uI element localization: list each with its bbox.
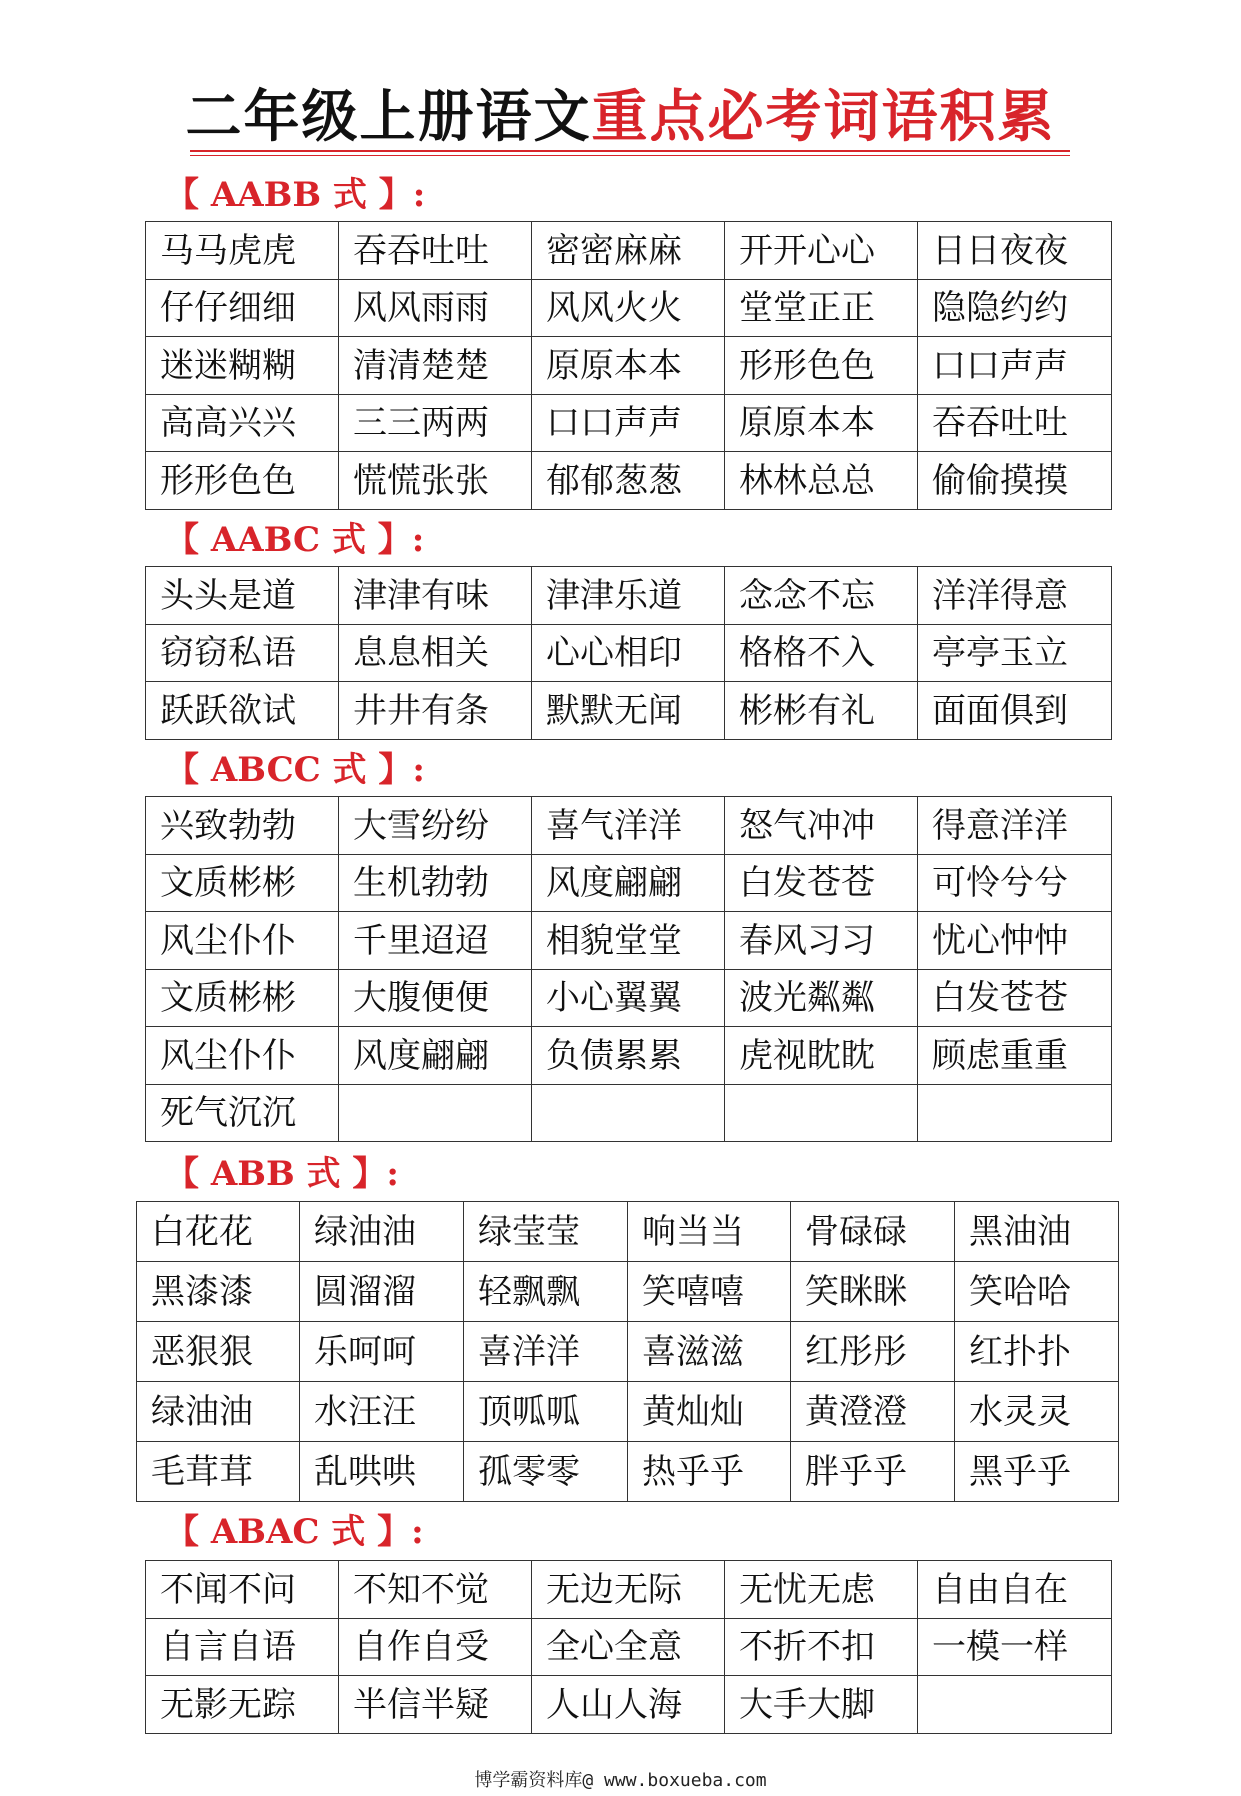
table-row xyxy=(146,855,1112,912)
table-row xyxy=(146,222,1112,280)
word-cell: 原原本本 xyxy=(725,395,918,452)
word-cell: 兴致勃勃 xyxy=(146,797,339,855)
word-cell: 死气沉沉 xyxy=(146,1085,339,1142)
word-cell: 风风火火 xyxy=(532,280,725,337)
word-cell xyxy=(725,1085,918,1142)
word-cell: 怒气冲冲 xyxy=(725,797,918,855)
word-cell: 大腹便便 xyxy=(339,970,532,1027)
word-cell: 自言自语 xyxy=(146,1619,339,1676)
title-underline xyxy=(190,150,1070,152)
word-cell: 顾虑重重 xyxy=(918,1027,1112,1085)
table-row xyxy=(146,395,1112,452)
word-cell: 人山人海 xyxy=(532,1676,725,1734)
word-cell: 大手大脚 xyxy=(725,1676,918,1734)
word-cell: 负债累累 xyxy=(532,1027,725,1085)
table-row xyxy=(146,452,1112,510)
word-cell: 绿莹莹 xyxy=(464,1202,628,1262)
word-table-aabc xyxy=(145,566,1112,740)
table-row xyxy=(146,567,1112,625)
word-cell: 自由自在 xyxy=(918,1561,1112,1619)
word-cell: 迷迷糊糊 xyxy=(146,337,339,395)
word-cell: 绿油油 xyxy=(300,1202,464,1262)
word-cell: 无影无踪 xyxy=(146,1676,339,1734)
word-cell: 开开心心 xyxy=(725,222,918,280)
word-cell: 圆溜溜 xyxy=(300,1262,464,1322)
word-cell xyxy=(918,1676,1112,1734)
word-cell: 笑哈哈 xyxy=(955,1262,1119,1322)
word-cell: 相貌堂堂 xyxy=(532,912,725,970)
word-cell: 喜气洋洋 xyxy=(532,797,725,855)
section-heading-abac: 【 ABAC 式 】: xyxy=(165,1512,424,1552)
word-cell: 面面俱到 xyxy=(918,682,1112,740)
table-row xyxy=(137,1322,1119,1382)
word-table-abcc xyxy=(145,796,1112,1142)
word-table-abac xyxy=(145,1560,1112,1734)
table-row xyxy=(137,1442,1119,1502)
word-cell: 喜滋滋 xyxy=(628,1322,791,1382)
word-cell: 洋洋得意 xyxy=(918,567,1112,625)
word-cell: 息息相关 xyxy=(339,625,532,682)
word-cell: 红扑扑 xyxy=(955,1322,1119,1382)
word-cell: 绿油油 xyxy=(137,1382,300,1442)
word-cell: 吞吞吐吐 xyxy=(339,222,532,280)
word-cell: 水汪汪 xyxy=(300,1382,464,1442)
table-row xyxy=(146,1027,1112,1085)
word-cell: 堂堂正正 xyxy=(725,280,918,337)
table-row xyxy=(146,1619,1112,1676)
section-heading-abb: 【 ABB 式 】: xyxy=(165,1154,399,1194)
word-cell: 自作自受 xyxy=(339,1619,532,1676)
word-cell: 风度翩翩 xyxy=(532,855,725,912)
word-cell: 心心相印 xyxy=(532,625,725,682)
word-cell: 津津乐道 xyxy=(532,567,725,625)
word-cell: 恶狠狠 xyxy=(137,1322,300,1382)
word-cell: 念念不忘 xyxy=(725,567,918,625)
word-cell: 忧心忡忡 xyxy=(918,912,1112,970)
word-cell: 彬彬有礼 xyxy=(725,682,918,740)
word-cell: 春风习习 xyxy=(725,912,918,970)
word-cell: 形形色色 xyxy=(725,337,918,395)
word-cell: 跃跃欲试 xyxy=(146,682,339,740)
word-cell: 原原本本 xyxy=(532,337,725,395)
word-cell: 红彤彤 xyxy=(791,1322,955,1382)
table-row xyxy=(146,1085,1112,1142)
word-cell: 乐呵呵 xyxy=(300,1322,464,1382)
word-cell: 吞吞吐吐 xyxy=(918,395,1112,452)
word-cell: 顶呱呱 xyxy=(464,1382,628,1442)
word-cell: 偷偷摸摸 xyxy=(918,452,1112,510)
word-cell: 密密麻麻 xyxy=(532,222,725,280)
word-cell: 形形色色 xyxy=(146,452,339,510)
word-cell: 日日夜夜 xyxy=(918,222,1112,280)
word-cell: 喜洋洋 xyxy=(464,1322,628,1382)
table-row xyxy=(146,280,1112,337)
word-cell: 黑乎乎 xyxy=(955,1442,1119,1502)
word-cell: 隐隐约约 xyxy=(918,280,1112,337)
word-cell: 轻飘飘 xyxy=(464,1262,628,1322)
word-cell: 千里迢迢 xyxy=(339,912,532,970)
word-cell: 清清楚楚 xyxy=(339,337,532,395)
word-cell: 头头是道 xyxy=(146,567,339,625)
word-cell: 高高兴兴 xyxy=(146,395,339,452)
word-cell: 全心全意 xyxy=(532,1619,725,1676)
word-cell: 津津有味 xyxy=(339,567,532,625)
title-red-part: 重点必考词语积累 xyxy=(591,84,1056,150)
word-cell: 三三两两 xyxy=(339,395,532,452)
word-cell: 文质彬彬 xyxy=(146,970,339,1027)
word-cell: 毛茸茸 xyxy=(137,1442,300,1502)
word-cell: 骨碌碌 xyxy=(791,1202,955,1262)
word-cell: 孤零零 xyxy=(464,1442,628,1502)
table-row xyxy=(146,912,1112,970)
word-cell: 小心翼翼 xyxy=(532,970,725,1027)
word-cell: 风风雨雨 xyxy=(339,280,532,337)
word-cell: 生机勃勃 xyxy=(339,855,532,912)
word-cell: 波光粼粼 xyxy=(725,970,918,1027)
word-cell: 风度翩翩 xyxy=(339,1027,532,1085)
word-cell: 无忧无虑 xyxy=(725,1561,918,1619)
word-cell xyxy=(339,1085,532,1142)
word-cell: 一模一样 xyxy=(918,1619,1112,1676)
word-table-abb xyxy=(136,1201,1119,1502)
word-cell: 白发苍苍 xyxy=(918,970,1112,1027)
word-cell: 风尘仆仆 xyxy=(146,1027,339,1085)
table-row xyxy=(137,1262,1119,1322)
word-cell: 大雪纷纷 xyxy=(339,797,532,855)
title-underline-thin xyxy=(190,155,1070,156)
word-cell: 口口声声 xyxy=(532,395,725,452)
word-cell: 半信半疑 xyxy=(339,1676,532,1734)
table-row xyxy=(137,1382,1119,1442)
word-cell: 笑嘻嘻 xyxy=(628,1262,791,1322)
word-cell: 不闻不问 xyxy=(146,1561,339,1619)
word-cell: 黄澄澄 xyxy=(791,1382,955,1442)
word-cell: 仔仔细细 xyxy=(146,280,339,337)
word-cell: 可怜兮兮 xyxy=(918,855,1112,912)
section-heading-aabb: 【 AABB 式 】: xyxy=(165,175,426,215)
word-cell: 马马虎虎 xyxy=(146,222,339,280)
word-cell: 格格不入 xyxy=(725,625,918,682)
word-cell: 得意洋洋 xyxy=(918,797,1112,855)
table-row xyxy=(146,797,1112,855)
table-row xyxy=(146,1676,1112,1734)
word-cell xyxy=(532,1085,725,1142)
table-row xyxy=(146,337,1112,395)
word-cell: 井井有条 xyxy=(339,682,532,740)
table-row xyxy=(146,970,1112,1027)
word-cell: 慌慌张张 xyxy=(339,452,532,510)
word-cell: 无边无际 xyxy=(532,1561,725,1619)
table-row xyxy=(137,1202,1119,1262)
section-heading-abcc: 【 ABCC 式 】: xyxy=(165,750,425,790)
word-cell: 白发苍苍 xyxy=(725,855,918,912)
word-cell: 黑漆漆 xyxy=(137,1262,300,1322)
word-cell: 文质彬彬 xyxy=(146,855,339,912)
page-title xyxy=(0,82,1241,152)
word-cell: 乱哄哄 xyxy=(300,1442,464,1502)
word-cell: 郁郁葱葱 xyxy=(532,452,725,510)
footer-watermark: 博学霸资料库@ www.boxueba.com xyxy=(474,1770,767,1791)
word-cell: 胖乎乎 xyxy=(791,1442,955,1502)
section-heading-aabc: 【 AABC 式 】: xyxy=(165,520,425,560)
word-cell: 默默无闻 xyxy=(532,682,725,740)
word-cell xyxy=(918,1085,1112,1142)
word-cell: 白花花 xyxy=(137,1202,300,1262)
table-row xyxy=(146,682,1112,740)
table-row xyxy=(146,1561,1112,1619)
word-cell: 亭亭玉立 xyxy=(918,625,1112,682)
word-cell: 响当当 xyxy=(628,1202,791,1262)
word-cell: 窃窃私语 xyxy=(146,625,339,682)
word-cell: 口口声声 xyxy=(918,337,1112,395)
table-row xyxy=(146,625,1112,682)
word-cell: 不知不觉 xyxy=(339,1561,532,1619)
word-cell: 笑眯眯 xyxy=(791,1262,955,1322)
word-cell: 风尘仆仆 xyxy=(146,912,339,970)
word-cell: 不折不扣 xyxy=(725,1619,918,1676)
word-cell: 黑油油 xyxy=(955,1202,1119,1262)
word-cell: 黄灿灿 xyxy=(628,1382,791,1442)
word-cell: 虎视眈眈 xyxy=(725,1027,918,1085)
word-cell: 林林总总 xyxy=(725,452,918,510)
word-cell: 水灵灵 xyxy=(955,1382,1119,1442)
word-table-aabb xyxy=(145,221,1112,510)
title-black-part: 二年级上册语文 xyxy=(185,84,592,150)
word-cell: 热乎乎 xyxy=(628,1442,791,1502)
